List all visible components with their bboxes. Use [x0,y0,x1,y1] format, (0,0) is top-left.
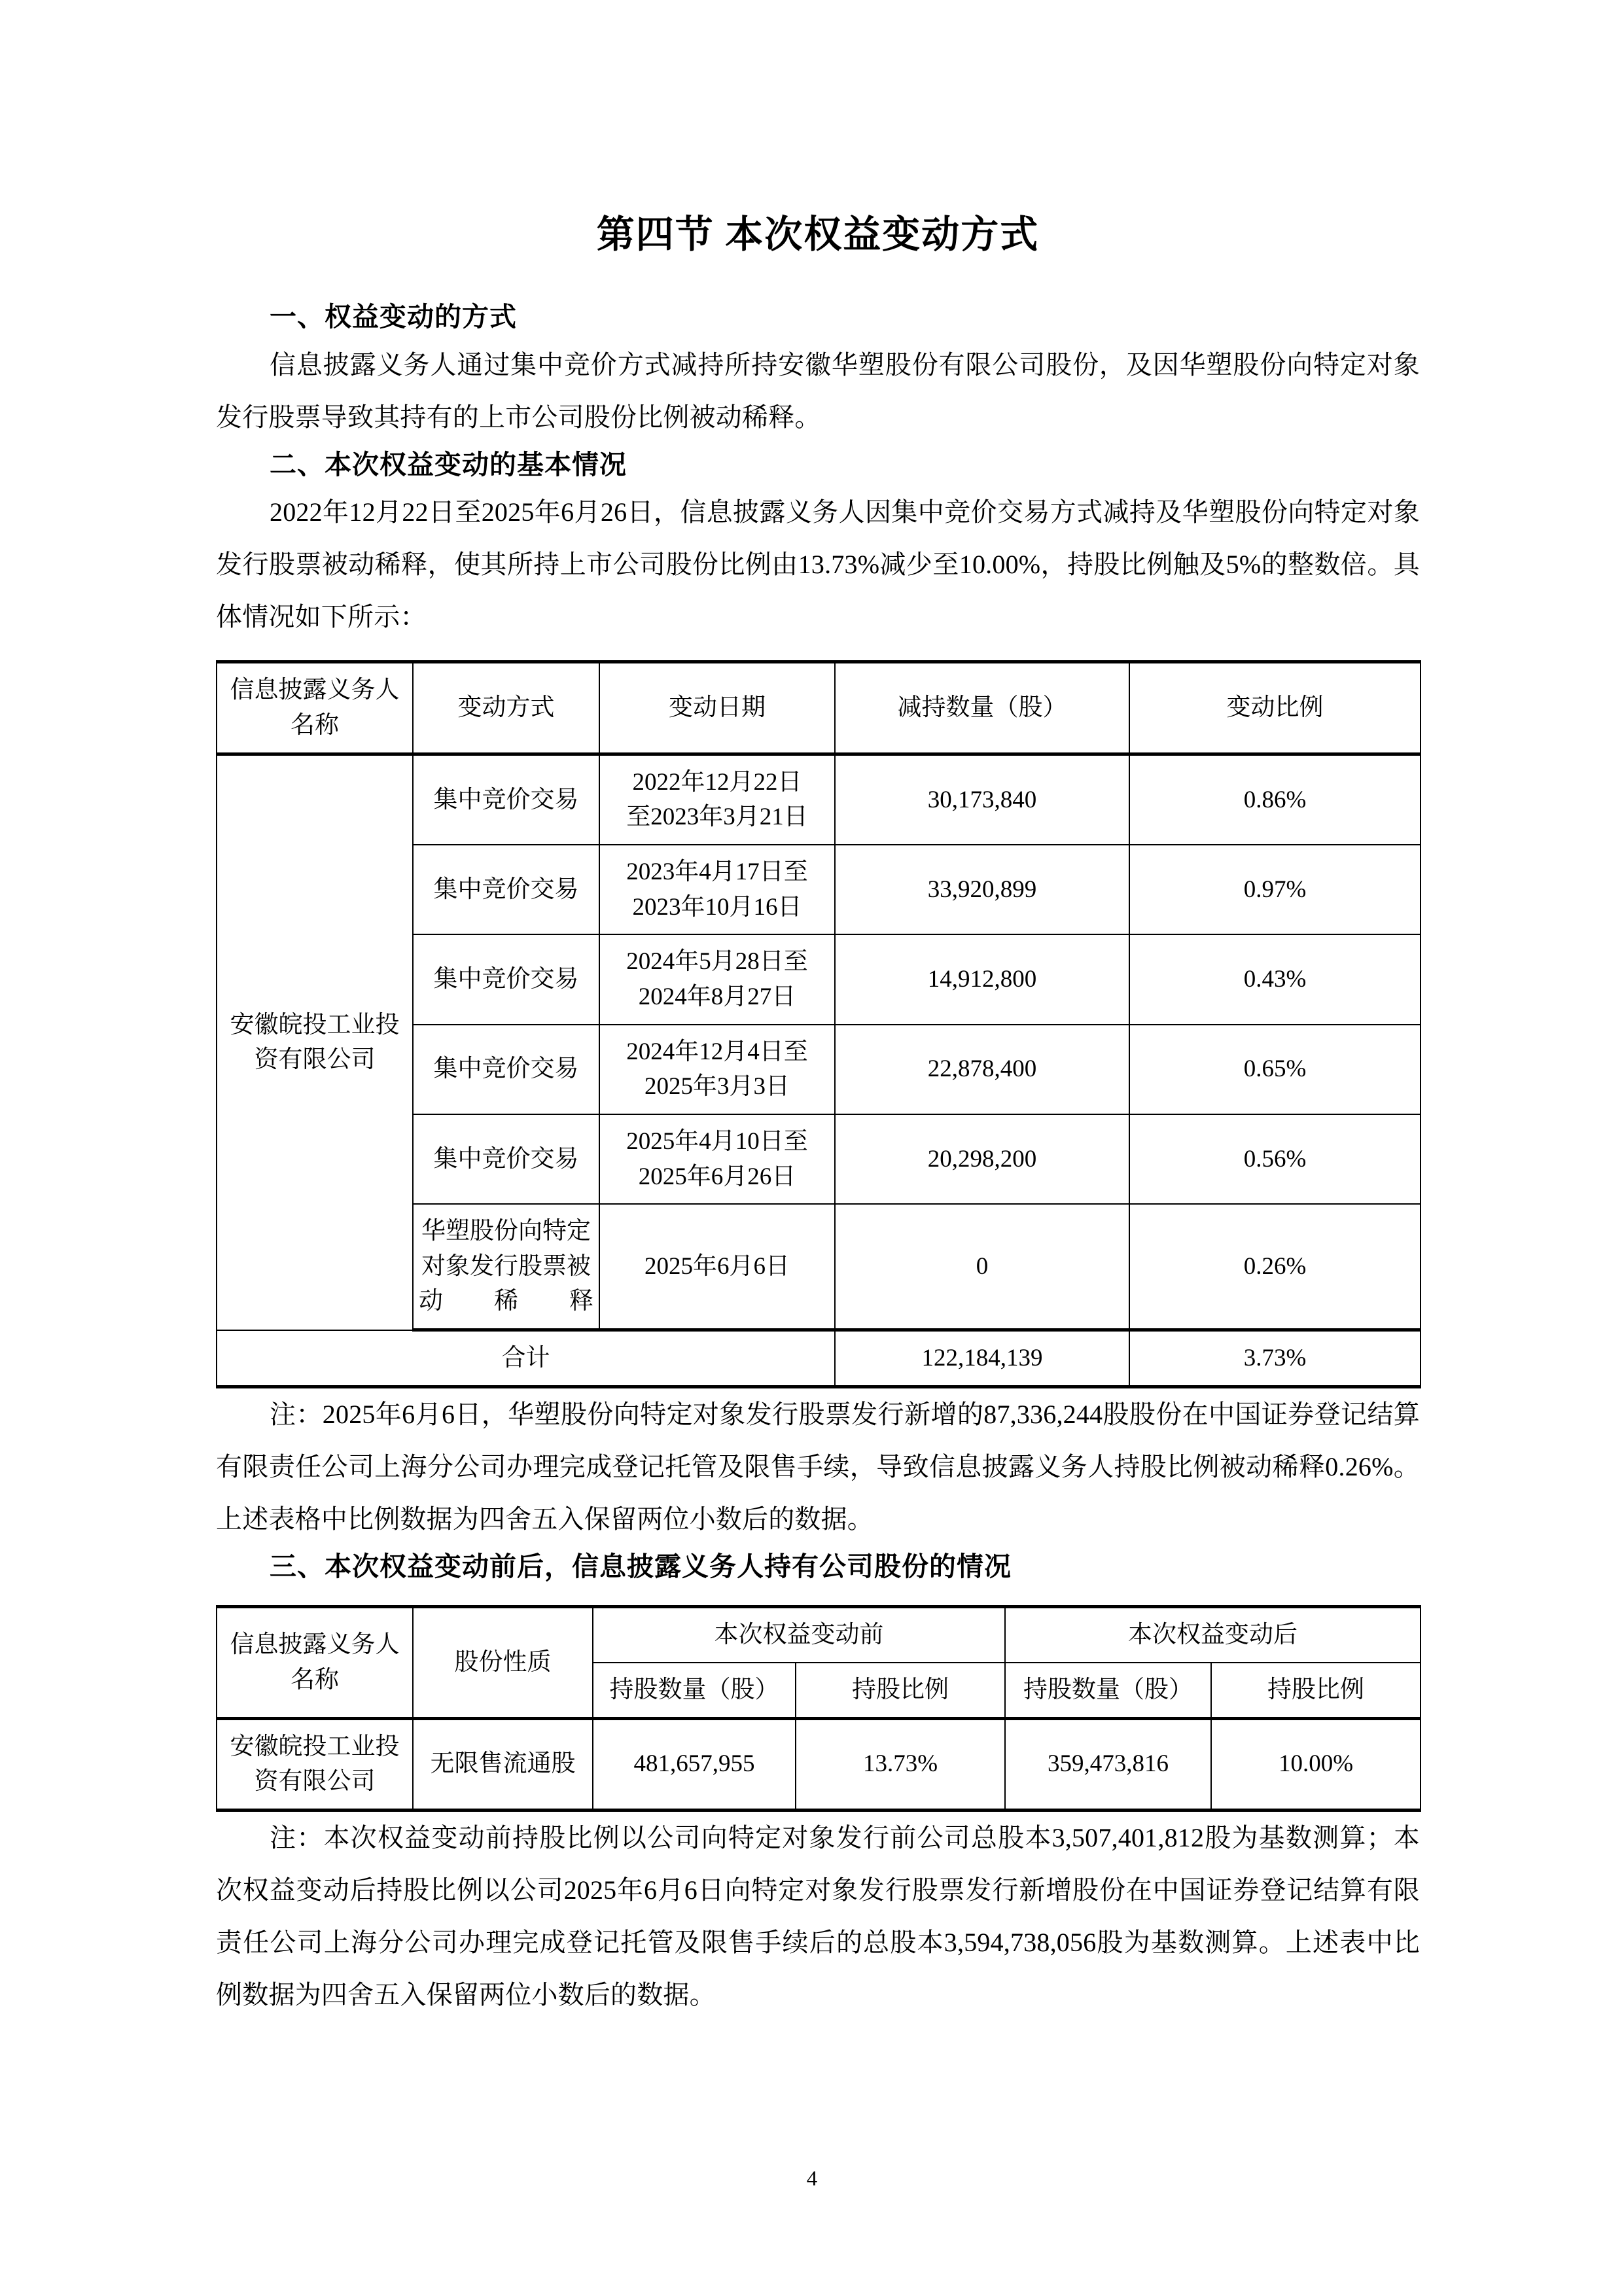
col-header-after: 本次权益变动后 [1005,1607,1421,1663]
cell-method: 集中竞价交易 [413,1025,599,1114]
date-line-1: 2024年5月28日至 [626,948,808,976]
cell-entity-name: 安徽皖投工业投资有限公司 [217,754,413,1330]
table-row [217,1718,1421,1810]
cell-date [599,845,835,934]
cell-date [599,754,835,845]
cell-ratio: 0.97% [1129,845,1421,934]
date-line-1: 2025年4月10日至 [626,1127,808,1155]
page-number: 4 [806,2167,818,2191]
cell-total-label: 合计 [217,1330,835,1387]
col-header-qty-after: 持股数量（股） [1005,1663,1211,1718]
date-line-2: 2025年3月3日 [644,1073,790,1101]
date-line-1: 2022年12月22日 [632,768,802,796]
cell-method: 华塑股份向特定对象发行股票被动稀释 [413,1204,599,1330]
cell-ratio: 0.65% [1129,1025,1421,1114]
cell-date [599,934,835,1024]
cell-shares: 33,920,899 [835,845,1129,934]
table-total-row [217,1330,1421,1387]
col-header-shares: 减持数量（股） [835,662,1129,754]
section-one-heading: 一、权益变动的方式 [270,302,517,332]
col-header-date: 变动日期 [599,662,835,754]
col-header-entity: 信息披露义务人名称 [217,662,413,754]
cell-shares: 22,878,400 [835,1025,1129,1114]
col-header-entity: 信息披露义务人名称 [217,1607,413,1718]
col-header-before: 本次权益变动前 [593,1607,1005,1663]
date-line-1: 2023年4月17日至 [626,858,808,886]
cell-total-ratio: 3.73% [1129,1330,1421,1387]
section-two-heading: 二、本次权益变动的基本情况 [270,449,627,480]
cell-ratio: 0.26% [1129,1204,1421,1330]
spacer [216,1588,1420,1605]
date-line-1: 2024年12月4日至 [626,1038,808,1065]
cell-entity-name: 安徽皖投工业投资有限公司 [217,1718,413,1810]
table-header-row-top [217,1607,1421,1663]
section-one-paragraph: 信息披露义务人通过集中竞价方式减持所持安徽华塑股份有限公司股份，及因华塑股份向特定对象发行股票导致其持有的上市公司股份比例被动稀释。 [216,349,1420,432]
cell-ratio: 0.56% [1129,1114,1421,1204]
cell-method: 集中竞价交易 [413,754,599,845]
page-content [216,0,1420,2021]
col-header-ratio-before: 持股比例 [796,1663,1005,1718]
cell-shares: 14,912,800 [835,934,1129,1024]
cell-share-nature: 无限售流通股 [413,1718,593,1810]
cell-shares: 20,298,200 [835,1114,1129,1204]
date-line-2: 2025年6月26日 [638,1163,796,1190]
cell-method: 集中竞价交易 [413,845,599,934]
spacer [216,643,1420,660]
cell-method: 集中竞价交易 [413,934,599,1024]
date-line-2: 至2023年3月21日 [626,804,808,831]
page-title: 第四节 本次权益变动方式 [596,213,1040,256]
col-header-qty-before: 持股数量（股） [593,1663,796,1718]
table-header-row [217,662,1421,754]
section-three-note: 注：本次权益变动前持股比例以公司向特定对象发行前公司总股本3,507,401,812股为基数测算；本次权益变动后持股比例以公司2025年6月6日向特定对象发行股票发行新增股份在中国证券登记结算有限责任公司上海分公司办理完成登记托管及限售手续后的总股本3,594,738,056股为基数测算。上述表中比例数据为四舍五入保留两位小数后的数据。 [216,1822,1420,2009]
cell-ratio-before: 13.73% [796,1718,1005,1810]
holdings-before-after-table [216,1605,1421,1812]
cell-total-shares: 122,184,139 [835,1330,1129,1387]
cell-date: 2025年6月6日 [599,1204,835,1330]
col-header-method: 变动方式 [413,662,599,754]
cell-shares: 0 [835,1204,1129,1330]
equity-change-table [216,660,1421,1388]
col-header-share-nature: 股份性质 [413,1607,593,1718]
cell-shares: 30,173,840 [835,754,1129,845]
cell-method: 集中竞价交易 [413,1114,599,1204]
cell-date [599,1114,835,1204]
col-header-ratio-after: 持股比例 [1211,1663,1421,1718]
spacer [216,260,1420,296]
date-line-2: 2023年10月16日 [632,893,802,921]
date-line-2: 2024年8月27日 [638,983,796,1010]
section-two-paragraph: 2022年12月22日至2025年6月26日，信息披露义务人因集中竞价交易方式减持及华塑股份向特定对象发行股票被动稀释，使其所持上市公司股份比例由13.73%减少至10.00%，持股比例触及5%的整数倍。具体情况如下所示： [216,497,1420,632]
col-header-ratio: 变动比例 [1129,662,1421,754]
cell-date [599,1025,835,1114]
cell-qty-before: 481,657,955 [593,1718,796,1810]
cell-ratio-after: 10.00% [1211,1718,1421,1810]
section-three-heading: 三、本次权益变动前后，信息披露义务人持有公司股份的情况 [270,1551,1012,1581]
section-two-note: 注：2025年6月6日，华塑股份向特定对象发行股票发行新增的87,336,244股股份在中国证券登记结算有限责任公司上海分公司办理完成登记托管及限售手续，导致信息披露义务人持股比例被动稀释0.26%。上述表格中比例数据为四舍五入保留两位小数后的数据。 [216,1399,1420,1534]
table-row [217,754,1421,845]
cell-qty-after: 359,473,816 [1005,1718,1211,1810]
cell-ratio: 0.43% [1129,934,1421,1024]
cell-ratio: 0.86% [1129,754,1421,845]
